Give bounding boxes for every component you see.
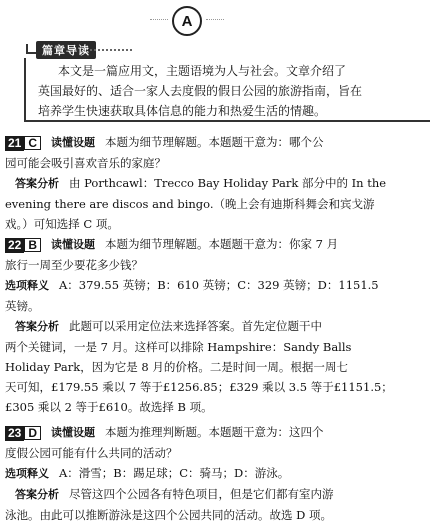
header-divider-left <box>150 19 168 20</box>
options-label: 选项释义 <box>5 467 49 480</box>
question-answer: B <box>24 238 41 252</box>
guide-line <box>38 81 418 101</box>
guide-line-text: 英国最好的、适合一家人去度假的假日公园的旅游指南，旨在 <box>38 84 363 98</box>
guide-corner-mark <box>26 44 36 54</box>
question-number: 21 <box>5 136 24 151</box>
question-23 <box>5 422 425 525</box>
analysis-line: evening there are discos and bingo.（晚上会有迪斯科舞会和宾戈游 <box>5 197 375 211</box>
section-letter: A <box>172 6 202 36</box>
analysis-line <box>5 173 425 194</box>
analysis-text: 由 Porthcawl：Trecco Bay Holiday Park 部分中的 In the <box>69 176 387 190</box>
analysis-line: 两个关键词，一是 7 月。这样可以排除 Hampshire：Sandy Balls <box>5 340 352 354</box>
question-number: 23 <box>5 426 24 441</box>
section-badge <box>170 4 204 38</box>
options-label: 选项释义 <box>5 279 49 292</box>
question-22 <box>5 234 425 417</box>
guide-line-text: 培养学生快速获取具体信息的能力和热爱生活的情趣。 <box>38 104 327 118</box>
guide-tag-dots <box>90 49 132 51</box>
question-type-label: 读懂设题 <box>51 426 96 439</box>
question-answer: C <box>24 136 41 150</box>
guide-line-text: 本文是一篇应用文，主题语境为人与社会。文章介绍了 <box>58 64 347 78</box>
question-header <box>5 422 425 443</box>
header-divider-right <box>206 19 224 20</box>
analysis-text: 此题可以采用定位法来选择答案。首先定位题干中 <box>69 319 322 333</box>
question-type-label: 读懂设题 <box>51 136 96 149</box>
options-line <box>5 463 425 484</box>
guide-line <box>38 61 418 81</box>
analysis-line: 泳池。由此可以推断游泳是这四个公园共同的活动。故选 D 项。 <box>5 508 333 522</box>
question-answer: D <box>24 426 41 440</box>
analysis-line <box>5 484 425 505</box>
analysis-label: 答案分析 <box>15 177 59 190</box>
options-text: A：滑雪；B：踢足球；C：骑马；D：游泳。 <box>59 466 290 480</box>
analysis-line: £305 乘以 2 等于£610。故选择 B 项。 <box>5 400 213 414</box>
question-text-line: 度假公园可能有什么共同的活动？ <box>5 446 178 460</box>
guide-tag: 篇章导读 <box>36 41 96 59</box>
question-text: 本题为推理判断题。本题题干意为：这四个 <box>105 425 324 439</box>
analysis-label: 答案分析 <box>15 488 59 501</box>
question-number: 22 <box>5 238 24 253</box>
analysis-line <box>5 316 425 337</box>
guide-line <box>38 101 418 121</box>
guide-text <box>38 61 418 121</box>
analysis-line: Holiday Park，因为它是 8 月的价格。二是时间一周。根据一周七 <box>5 360 348 374</box>
question-header <box>5 234 425 255</box>
question-text: 本题为细节理解题。本题题干意为：哪个公 <box>105 135 324 149</box>
question-text-line: 园可能会吸引喜欢音乐的家庭？ <box>5 156 166 170</box>
analysis-line: 戏。）可知选择 C 项。 <box>5 217 119 231</box>
question-type-label: 读懂设题 <box>51 238 96 251</box>
question-header <box>5 132 425 153</box>
options-text: A：379.55 英镑；B：610 英镑；C：329 英镑；D：1151.5 <box>59 278 379 292</box>
options-line <box>5 275 425 296</box>
options-line: 英镑。 <box>5 299 40 313</box>
analysis-text: 尽管这四个公园各有特色项目，但是它们都有室内游 <box>69 487 334 501</box>
analysis-label: 答案分析 <box>15 320 59 333</box>
question-21 <box>5 132 425 234</box>
analysis-line: 天可知，£179.55 乘以 7 等于£1256.85；£329 乘以 3.5 等于£1151.5； <box>5 380 393 394</box>
question-text: 本题为细节理解题。本题题干意为：你家 7 月 <box>105 237 339 251</box>
question-text-line: 旅行一周至少要花多少钱？ <box>5 258 143 272</box>
